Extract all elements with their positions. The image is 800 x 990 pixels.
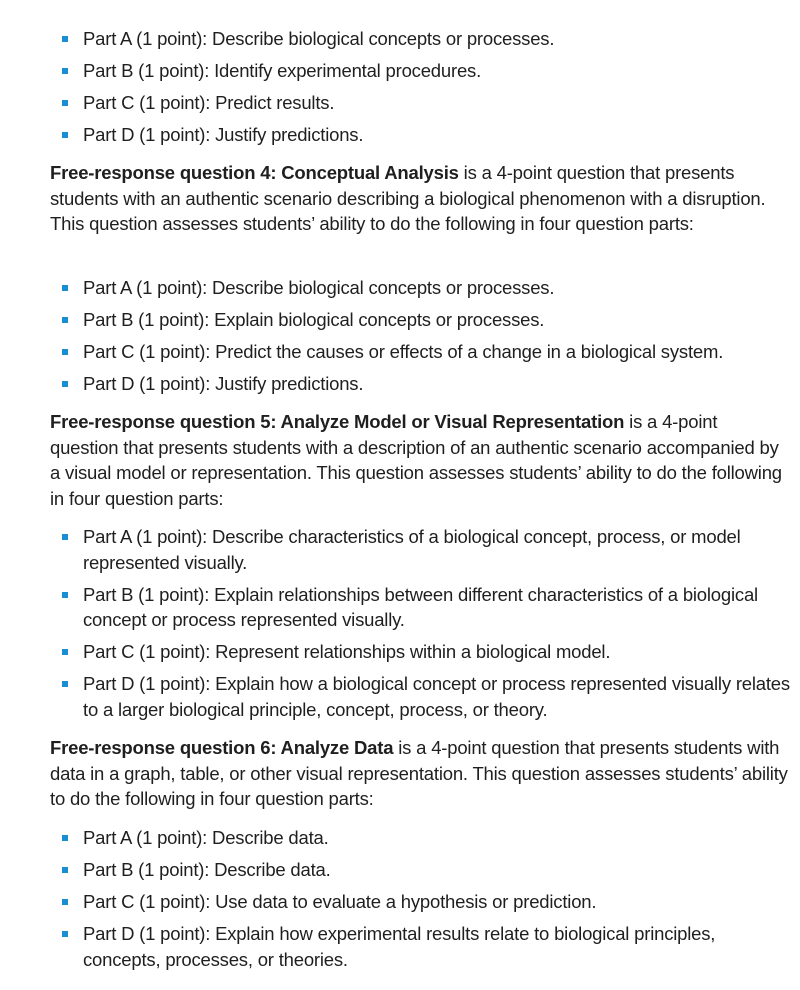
question-5-title: Free-response question 5: Analyze Model or Visual Representation — [50, 411, 625, 432]
question-5-description — [50, 409, 785, 511]
square-bullet-icon — [62, 349, 68, 355]
square-bullet-icon — [62, 835, 68, 841]
question-6-title: Free-response question 6: Analyze Data — [50, 737, 394, 758]
square-bullet-icon — [62, 68, 68, 74]
square-bullet-icon — [62, 592, 68, 598]
question-4-description — [50, 160, 775, 237]
square-bullet-icon — [62, 381, 68, 387]
part-list-q4 — [50, 275, 790, 403]
square-bullet-icon — [62, 534, 68, 540]
list-item: Part C (1 point): Predict results. — [50, 90, 790, 116]
square-bullet-icon — [62, 931, 68, 937]
square-bullet-icon — [62, 899, 68, 905]
list-item: Part D (1 point): Explain how a biological concept or process represented visually relates to a larger biological principle, concept, process, or theory. — [50, 671, 790, 722]
list-item: Part C (1 point): Use data to evaluate a hypothesis or prediction. — [50, 889, 790, 915]
question-5-body: is a 4-point question that presents students with a description of an authentic scenario accompanied by a visual model or representation. This question assesses students’ ability to do the following in four question parts: — [50, 411, 782, 509]
list-item: Part D (1 point): Justify predictions. — [50, 371, 790, 397]
question-6-description — [50, 735, 790, 812]
square-bullet-icon — [62, 285, 68, 291]
square-bullet-icon — [62, 100, 68, 106]
part-list-q5 — [50, 524, 790, 729]
square-bullet-icon — [62, 36, 68, 42]
list-item: Part D (1 point): Explain how experimental results relate to biological principles, concepts, processes, or theories. — [50, 921, 790, 972]
list-item: Part B (1 point): Explain biological concepts or processes. — [50, 307, 790, 333]
list-item: Part C (1 point): Represent relationships within a biological model. — [50, 639, 790, 665]
list-item: Part A (1 point): Describe data. — [50, 825, 790, 851]
question-4-body: is a 4-point question that presents students with an authentic scenario describing a biological phenomenon with a disruption. This question assesses students’ ability to do the following in four question parts: — [50, 162, 766, 234]
list-item: Part C (1 point): Predict the causes or effects of a change in a biological system. — [50, 339, 790, 365]
list-item: Part A (1 point): Describe biological concepts or processes. — [50, 26, 790, 52]
list-item: Part B (1 point): Describe data. — [50, 857, 790, 883]
square-bullet-icon — [62, 867, 68, 873]
list-item: Part D (1 point): Justify predictions. — [50, 122, 790, 148]
list-item: Part A (1 point): Describe characteristics of a biological concept, process, or model represented visually. — [50, 524, 790, 575]
list-item: Part B (1 point): Explain relationships between different characteristics of a biological concept or process represented visually. — [50, 582, 790, 633]
square-bullet-icon — [62, 649, 68, 655]
question-6-body: is a 4-point question that presents students with data in a graph, table, or other visual representation. This question assesses students’ ability to do the following in four question parts: — [50, 737, 788, 809]
part-list-q6 — [50, 825, 790, 979]
square-bullet-icon — [62, 132, 68, 138]
square-bullet-icon — [62, 317, 68, 323]
question-4-title: Free-response question 4: Conceptual Analysis — [50, 162, 459, 183]
list-item: Part A (1 point): Describe biological concepts or processes. — [50, 275, 790, 301]
square-bullet-icon — [62, 681, 68, 687]
list-item: Part B (1 point): Identify experimental procedures. — [50, 58, 790, 84]
part-list-q3 — [50, 26, 790, 154]
